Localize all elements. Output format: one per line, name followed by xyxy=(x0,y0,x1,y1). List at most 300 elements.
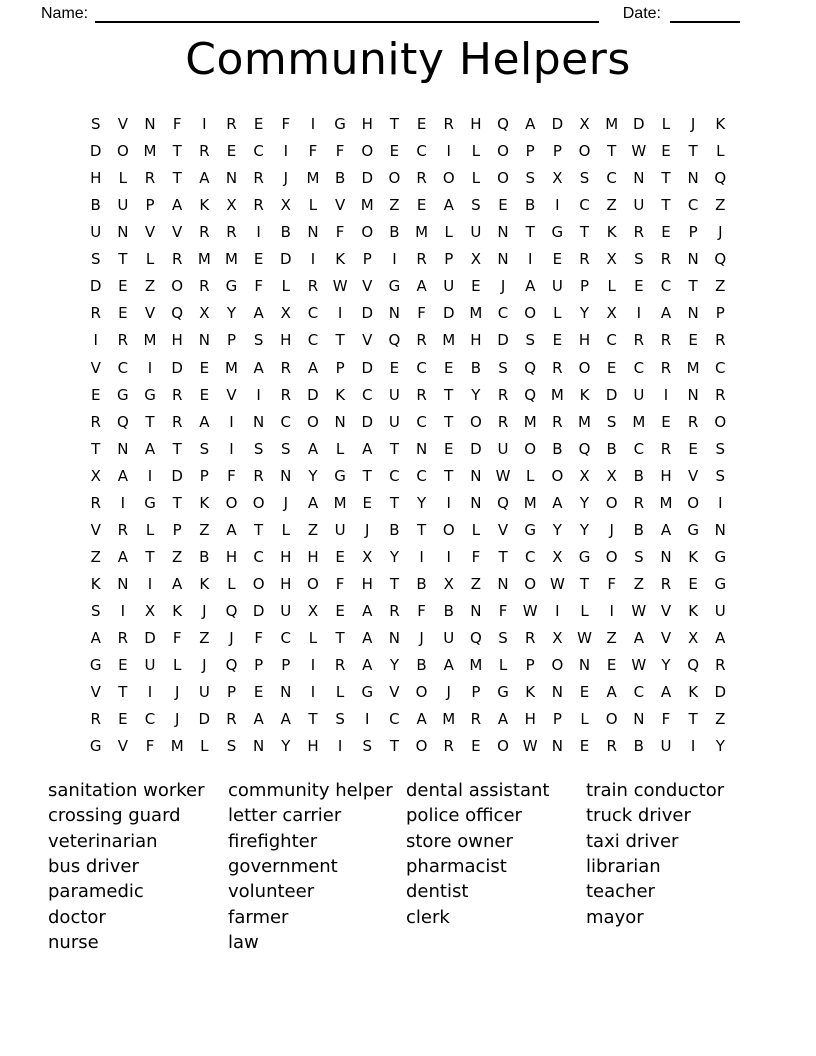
grid-cell: F xyxy=(471,547,481,566)
grid-cell: U xyxy=(388,412,400,431)
grid-cell: R xyxy=(171,250,183,269)
grid-cell: I xyxy=(446,142,451,161)
grid-cell: R xyxy=(117,629,129,647)
grid-cell: R xyxy=(715,385,726,404)
grid-cell: R xyxy=(253,169,264,188)
grid-cell: U xyxy=(334,520,346,539)
grid-cell: M xyxy=(333,493,347,512)
grid-cell: D xyxy=(198,710,211,729)
grid-cell: L xyxy=(526,466,535,485)
grid-cell: O xyxy=(469,412,482,431)
grid-cell: X xyxy=(280,196,291,215)
page-title: Community Helpers xyxy=(185,34,631,85)
grid-cell: W xyxy=(522,737,538,756)
grid-cell: O xyxy=(551,466,564,485)
grid-cell: E xyxy=(335,547,345,566)
grid-cell: A xyxy=(660,520,672,539)
grid-cell: O xyxy=(524,574,537,593)
grid-cell: E xyxy=(118,304,128,323)
grid-cell: D xyxy=(89,277,102,296)
grid-cell: M xyxy=(225,250,238,269)
grid-cell: G xyxy=(714,547,727,566)
grid-cell: N xyxy=(497,223,509,242)
grid-cell: O xyxy=(605,493,618,512)
grid-cell: N xyxy=(388,629,401,647)
grid-cell: O xyxy=(442,520,455,539)
grid-cell: A xyxy=(199,169,210,188)
grid-cell: H xyxy=(225,547,238,566)
worksheet-header xyxy=(0,0,816,23)
grid-cell: L xyxy=(281,520,290,539)
grid-cell: F xyxy=(417,601,426,620)
grid-cell: C xyxy=(606,169,617,188)
grid-cell: T xyxy=(172,142,182,161)
grid-cell: T xyxy=(145,547,155,566)
grid-cell: P xyxy=(335,358,345,377)
grid-cell: T xyxy=(389,574,399,593)
grid-cell: H xyxy=(280,574,292,593)
grid-cell: A xyxy=(633,629,644,647)
grid-cell: Y xyxy=(471,385,481,404)
grid-cell: T xyxy=(444,385,454,404)
grid-cell: E xyxy=(199,358,210,377)
grid-cell: L xyxy=(661,115,671,134)
grid-cell: R xyxy=(416,385,427,404)
grid-cell: P xyxy=(552,142,562,161)
grid-cell: K xyxy=(335,385,346,404)
grid-cell: P xyxy=(172,520,182,539)
grid-cell: M xyxy=(225,358,238,377)
grid-cell: R xyxy=(416,250,427,269)
grid-cell: O xyxy=(361,142,374,161)
grid-cell: T xyxy=(91,439,101,458)
grid-cell: A xyxy=(362,629,373,647)
grid-cell: R xyxy=(280,385,292,404)
grid-cell: R xyxy=(226,115,237,134)
grid-cell: V xyxy=(688,466,699,485)
grid-cell: U xyxy=(144,656,156,675)
grid-cell: C xyxy=(524,547,536,566)
grid-cell: K xyxy=(525,683,536,702)
grid-cell: L xyxy=(716,142,725,161)
grid-cell: U xyxy=(117,196,129,215)
grid-cell: Z xyxy=(606,629,617,647)
word-list-item: dentist xyxy=(406,881,469,903)
grid-cell: Y xyxy=(308,466,318,485)
word-list-column xyxy=(586,778,724,956)
grid-cell: R xyxy=(90,493,101,512)
grid-cell: E xyxy=(253,250,264,269)
grid-cell: J xyxy=(609,520,614,539)
grid-cell: T xyxy=(607,142,617,161)
grid-cell: E xyxy=(688,331,698,350)
grid-cell: A xyxy=(144,439,156,458)
grid-cell: V xyxy=(226,385,237,404)
grid-cell: L xyxy=(471,142,481,161)
grid-cell: I xyxy=(718,493,723,512)
grid-cell: C xyxy=(307,331,319,350)
grid-cell: I xyxy=(147,683,153,702)
grid-cell: D xyxy=(361,304,374,323)
grid-cell: Y xyxy=(579,304,590,323)
grid-cell: K xyxy=(579,385,590,404)
grid-cell: R xyxy=(389,601,400,620)
grid-cell: N xyxy=(633,710,645,729)
grid-cell: R xyxy=(117,331,129,350)
word-list-item: sanitation worker xyxy=(48,779,205,801)
grid-cell: O xyxy=(524,439,537,458)
grid-cell: E xyxy=(606,656,617,675)
grid-cell: G xyxy=(89,656,102,675)
grid-cell: S xyxy=(90,250,101,269)
grid-cell: Y xyxy=(389,547,399,566)
grid-cell: X xyxy=(144,601,156,620)
grid-cell: T xyxy=(172,439,182,458)
grid-cell: E xyxy=(688,574,698,593)
grid-cell: P xyxy=(444,250,454,269)
grid-cell: V xyxy=(90,358,101,377)
grid-cell: A xyxy=(307,493,319,512)
grid-cell: J xyxy=(419,629,424,647)
word-list-item: mayor xyxy=(586,906,644,928)
grid-cell: F xyxy=(227,466,236,485)
grid-cell: S xyxy=(90,115,101,134)
word-list-column xyxy=(228,778,406,956)
grid-cell: C xyxy=(389,710,400,729)
grid-cell: E xyxy=(335,601,345,620)
word-list-item: librarian xyxy=(586,855,661,877)
grid-cell: I xyxy=(310,683,316,702)
grid-cell: L xyxy=(227,574,236,593)
grid-cell: P xyxy=(281,656,291,675)
grid-cell: T xyxy=(118,683,128,702)
grid-cell: Y xyxy=(579,520,590,539)
grid-cell: H xyxy=(578,331,591,350)
grid-cell: R xyxy=(199,223,210,242)
grid-cell: L xyxy=(200,737,209,756)
grid-cell: T xyxy=(389,115,399,134)
grid-cell: D xyxy=(714,683,727,702)
grid-cell: P xyxy=(226,331,236,350)
grid-cell: D xyxy=(252,601,265,620)
grid-cell: O xyxy=(524,304,537,323)
grid-cell: N xyxy=(198,331,210,350)
grid-cell: G xyxy=(388,277,401,296)
name-blank-line[interactable] xyxy=(95,20,599,23)
grid-cell: R xyxy=(199,142,210,161)
grid-cell: U xyxy=(497,439,509,458)
grid-cell: S xyxy=(253,439,264,458)
grid-cell: P xyxy=(362,250,372,269)
grid-cell: R xyxy=(416,331,427,350)
grid-cell: L xyxy=(607,277,616,296)
grid-cell: A xyxy=(606,683,617,702)
grid-cell: B xyxy=(199,547,210,566)
grid-cell: U xyxy=(280,601,292,620)
grid-cell: L xyxy=(172,656,182,675)
grid-cell: C xyxy=(307,304,319,323)
grid-cell: D xyxy=(171,466,183,485)
grid-cell: P xyxy=(579,277,590,296)
grid-cell: T xyxy=(688,710,698,729)
grid-cell: N xyxy=(253,737,265,756)
grid-cell: I xyxy=(202,115,207,134)
grid-cell: S xyxy=(634,547,644,566)
grid-cell: M xyxy=(578,412,591,431)
grid-cell: D xyxy=(497,331,509,350)
grid-cell: O xyxy=(714,412,727,431)
grid-cell: Q xyxy=(497,493,509,512)
grid-cell: N xyxy=(660,547,672,566)
grid-cell: F xyxy=(145,737,155,756)
grid-cell: M xyxy=(143,142,157,161)
grid-cell: N xyxy=(497,250,509,269)
grid-cell: J xyxy=(174,683,180,702)
grid-cell: G xyxy=(578,547,591,566)
grid-cell: W xyxy=(549,574,565,593)
grid-cell: M xyxy=(469,304,483,323)
grid-cell: X xyxy=(307,601,319,620)
grid-cell: E xyxy=(362,493,372,512)
grid-cell: H xyxy=(361,115,373,134)
grid-cell: S xyxy=(634,250,644,269)
grid-cell: S xyxy=(335,710,345,729)
grid-cell: N xyxy=(687,169,699,188)
grid-cell: W xyxy=(631,601,647,620)
grid-cell: J xyxy=(202,656,207,675)
grid-cell: L xyxy=(118,169,128,188)
grid-cell: A xyxy=(416,277,427,296)
grid-cell: A xyxy=(525,115,536,134)
grid-cell: A xyxy=(525,277,536,296)
grid-cell: C xyxy=(253,547,264,566)
grid-cell: E xyxy=(443,439,454,458)
grid-cell: Z xyxy=(715,277,726,296)
grid-cell: W xyxy=(495,466,511,485)
grid-cell: L xyxy=(281,277,290,296)
grid-cell: N xyxy=(633,169,645,188)
grid-cell: M xyxy=(523,493,537,512)
grid-cell: N xyxy=(388,304,401,323)
grid-cell: E xyxy=(253,115,264,134)
grid-cell: P xyxy=(254,656,264,675)
word-list xyxy=(0,778,816,956)
grid-cell: I xyxy=(93,331,98,350)
grid-cell: Z xyxy=(606,196,617,215)
grid-cell: J xyxy=(283,169,289,188)
grid-cell: F xyxy=(661,710,671,729)
word-list-item: volunteer xyxy=(228,881,315,903)
grid-cell: U xyxy=(714,601,726,620)
grid-cell: S xyxy=(498,358,508,377)
grid-cell: D xyxy=(605,385,618,404)
grid-cell: F xyxy=(335,142,345,161)
grid-cell: Z xyxy=(470,574,482,593)
grid-cell: D xyxy=(171,358,183,377)
grid-cell: E xyxy=(90,385,101,404)
word-list-item: taxi driver xyxy=(586,830,679,852)
grid-cell: U xyxy=(551,277,563,296)
grid-cell: E xyxy=(471,277,481,296)
grid-cell: Q xyxy=(171,304,184,323)
grid-cell: I xyxy=(120,493,126,512)
grid-cell: K xyxy=(688,601,699,620)
grid-cell: P xyxy=(715,304,725,323)
grid-cell: C xyxy=(280,629,292,647)
grid-cell: L xyxy=(498,656,508,675)
grid-cell: O xyxy=(551,656,564,675)
grid-cell: Z xyxy=(307,520,319,539)
grid-cell: Q xyxy=(469,629,482,647)
grid-cell: Q xyxy=(578,439,591,458)
grid-cell: G xyxy=(144,385,156,404)
grid-cell: T xyxy=(308,710,318,729)
grid-cell: M xyxy=(415,223,429,242)
grid-cell: O xyxy=(497,142,509,161)
grid-cell: X xyxy=(606,466,617,485)
grid-cell: A xyxy=(253,358,264,377)
grid-cell: C xyxy=(633,683,645,702)
grid-cell: Q xyxy=(388,331,401,350)
word-list-item: community helper xyxy=(228,779,393,801)
grid-cell: R xyxy=(253,466,264,485)
grid-cell: B xyxy=(416,574,427,593)
grid-cell: F xyxy=(335,223,345,242)
grid-cell: N xyxy=(578,656,591,675)
grid-cell: L xyxy=(580,601,589,620)
grid-cell: V xyxy=(90,683,101,702)
grid-cell: E xyxy=(118,710,128,729)
grid-cell: M xyxy=(632,412,646,431)
grid-cell: D xyxy=(442,304,455,323)
grid-cell: A xyxy=(307,358,319,377)
grid-cell: R xyxy=(660,574,672,593)
grid-cell: N xyxy=(253,412,265,431)
grid-cell: Y xyxy=(579,493,590,512)
grid-cell: R xyxy=(280,358,292,377)
grid-cell: D xyxy=(307,385,319,404)
grid-cell: B xyxy=(525,196,536,215)
grid-cell: R xyxy=(633,223,645,242)
word-list-item: bus driver xyxy=(48,855,139,877)
grid-cell: F xyxy=(607,574,616,593)
grid-cell: K xyxy=(90,574,101,593)
grid-cell: F xyxy=(335,574,345,593)
grid-cell: I xyxy=(337,304,343,323)
word-list-item: law xyxy=(228,932,259,954)
grid-cell: L xyxy=(471,169,481,188)
grid-cell: A xyxy=(660,304,672,323)
grid-cell: E xyxy=(552,250,563,269)
grid-cell: V xyxy=(660,601,672,620)
grid-cell: N xyxy=(144,115,156,134)
grid-cell: U xyxy=(633,385,645,404)
grid-cell: O xyxy=(687,493,700,512)
grid-cell: M xyxy=(170,737,184,756)
grid-cell: E xyxy=(498,196,508,215)
grid-cell: R xyxy=(253,196,264,215)
grid-cell: E xyxy=(118,277,128,296)
grid-cell: A xyxy=(660,683,672,702)
grid-cell: W xyxy=(631,142,647,161)
grid-cell: M xyxy=(197,250,211,269)
grid-cell: C xyxy=(606,331,617,350)
grid-cell: S xyxy=(579,169,590,188)
grid-cell: V xyxy=(334,196,346,215)
grid-cell: G xyxy=(225,277,238,296)
grid-cell: O xyxy=(307,574,319,593)
grid-cell: Y xyxy=(661,656,671,675)
grid-cell: V xyxy=(497,520,509,539)
grid-cell: E xyxy=(688,439,698,458)
grid-cell: L xyxy=(308,196,318,215)
grid-cell: A xyxy=(172,196,183,215)
grid-cell: T xyxy=(525,223,535,242)
grid-cell: O xyxy=(605,547,618,566)
grid-cell: X xyxy=(470,250,482,269)
grid-cell: T xyxy=(389,493,399,512)
grid-cell: K xyxy=(606,223,617,242)
grid-cell: F xyxy=(254,277,263,296)
grid-cell: P xyxy=(688,223,698,242)
grid-cell: Q xyxy=(714,250,727,269)
grid-cell: I xyxy=(446,493,451,512)
grid-cell: D xyxy=(361,412,374,431)
grid-cell: F xyxy=(308,142,318,161)
grid-cell: Y xyxy=(389,656,399,675)
grid-cell: X xyxy=(606,304,617,323)
grid-cell: I xyxy=(310,115,316,134)
grid-cell: H xyxy=(280,547,292,566)
grid-cell: A xyxy=(715,629,726,647)
grid-cell: T xyxy=(172,169,182,188)
grid-cell: G xyxy=(144,493,156,512)
grid-cell: C xyxy=(660,277,672,296)
grid-cell: Z xyxy=(633,574,644,593)
grid-cell: G xyxy=(334,466,346,485)
grid-cell: C xyxy=(389,466,400,485)
grid-cell: F xyxy=(498,601,508,620)
grid-cell: K xyxy=(688,547,699,566)
grid-cell: M xyxy=(523,412,537,431)
grid-cell: J xyxy=(283,493,289,512)
grid-cell: M xyxy=(469,656,483,675)
grid-cell: U xyxy=(660,737,672,756)
grid-cell: U xyxy=(388,385,400,404)
grid-cell: Z xyxy=(715,196,726,215)
word-list-item: dental assistant xyxy=(406,779,550,801)
grid-cell: N xyxy=(687,250,699,269)
grid-cell: A xyxy=(199,412,210,431)
grid-cell: B xyxy=(334,169,346,188)
grid-cell: A xyxy=(172,574,183,593)
date-blank-line[interactable] xyxy=(670,20,740,23)
grid-cell: N xyxy=(687,304,699,323)
grid-cell: X xyxy=(579,466,590,485)
grid-cell: N xyxy=(307,223,319,242)
grid-cell: A xyxy=(443,656,454,675)
grid-cell: F xyxy=(172,629,182,647)
grid-cell: Z xyxy=(715,710,726,729)
grid-cell: A xyxy=(253,710,264,729)
grid-cell: I xyxy=(147,574,153,593)
grid-cell: O xyxy=(225,493,238,512)
grid-cell: Q xyxy=(714,169,727,188)
grid-cell: E xyxy=(253,683,264,702)
grid-cell: S xyxy=(606,412,617,431)
grid-cell: Q xyxy=(225,601,238,620)
grid-cell: V xyxy=(660,629,672,647)
